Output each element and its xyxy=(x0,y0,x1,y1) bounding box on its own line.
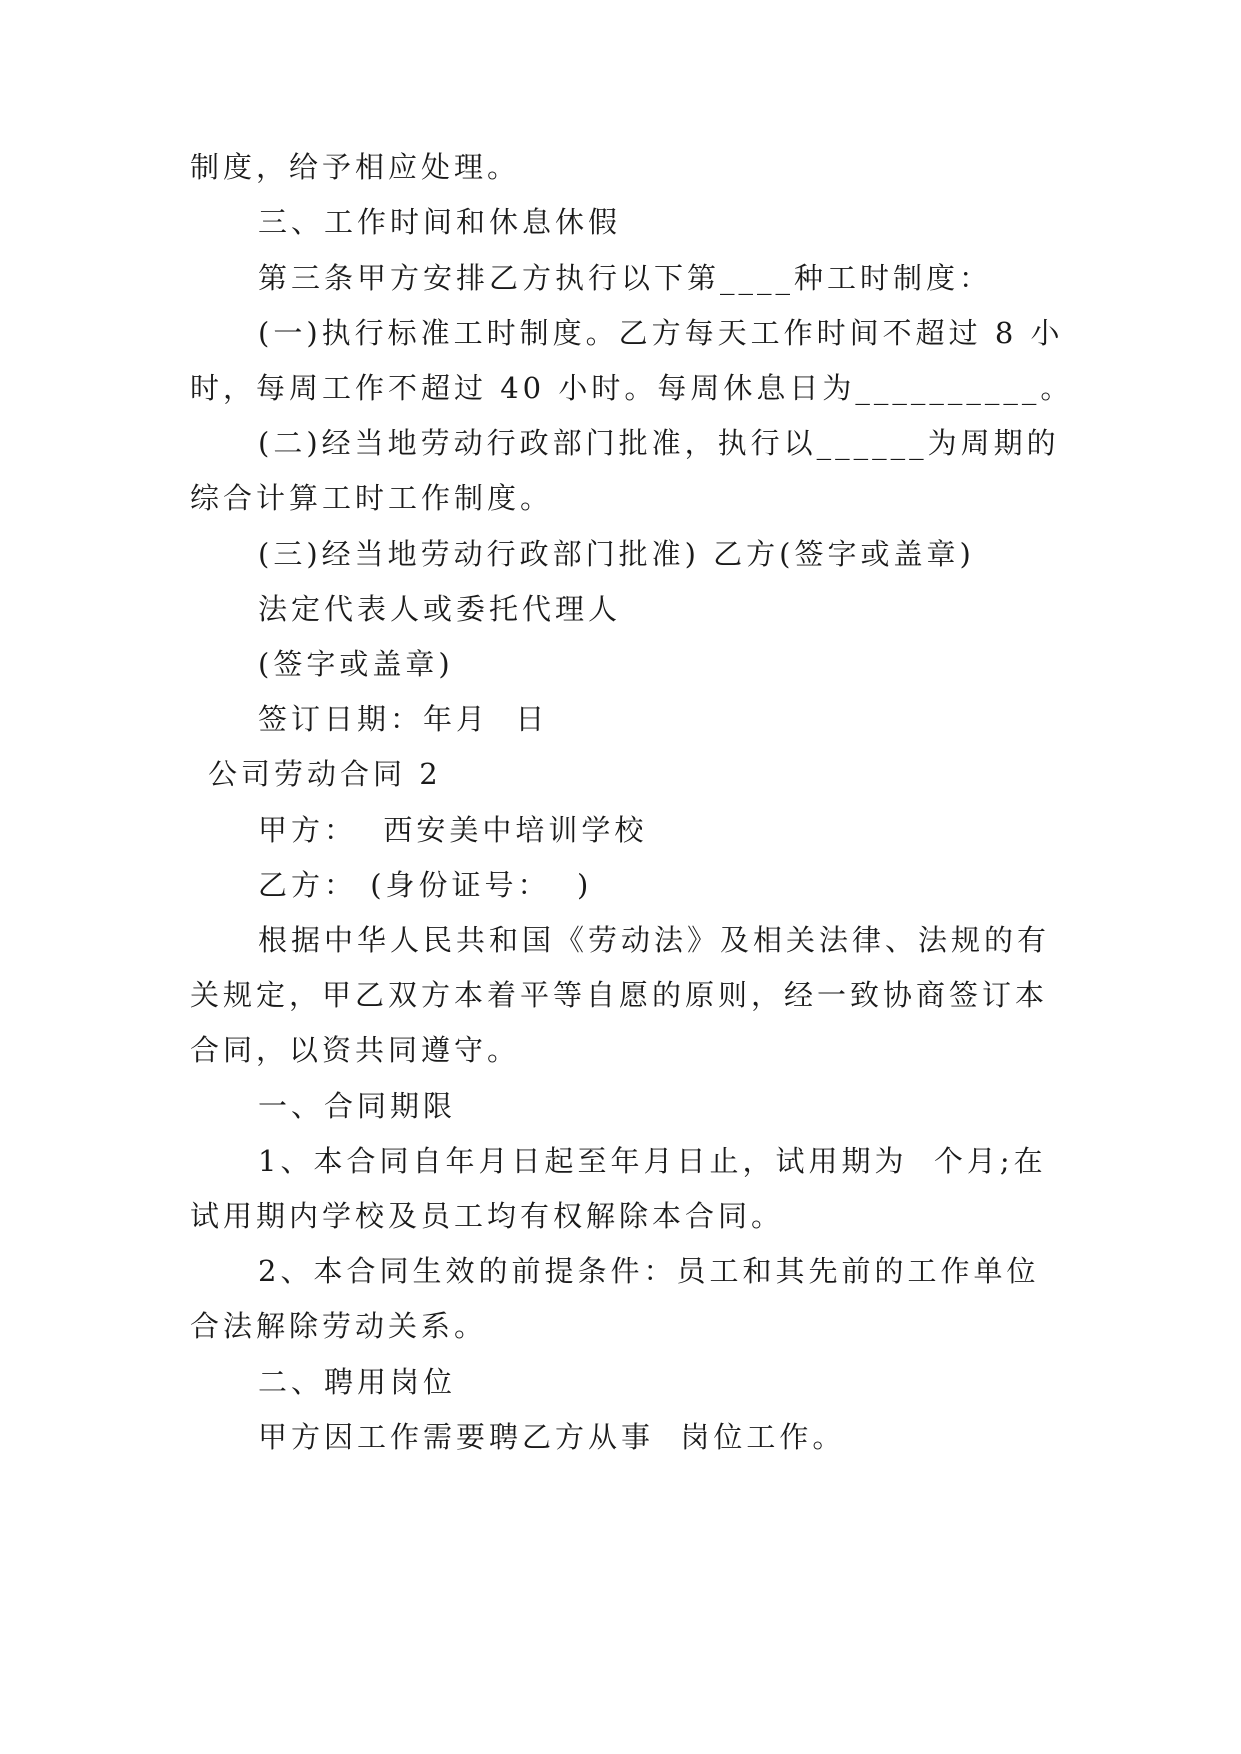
party-a: 甲方： 西安美中培训学校 xyxy=(258,813,648,847)
text-line: 制度，给予相应处理。 xyxy=(190,150,521,184)
text-line: (一)执行标准工时制度。乙方每天工作时间不超过 8 小 xyxy=(258,316,1064,350)
text-line: (二)经当地劳动行政部门批准，执行以______为周期的 xyxy=(258,426,1060,460)
contract-title: 公司劳动合同 2 xyxy=(208,757,442,791)
text-line: 合法解除劳动关系。 xyxy=(190,1309,488,1343)
text-line: 合同，以资共同遵守。 xyxy=(190,1033,521,1067)
text-line: 根据中华人民共和国《劳动法》及相关法律、法规的有 xyxy=(258,923,1051,957)
section-heading: 二、聘用岗位 xyxy=(258,1365,457,1399)
text-line: (签字或盖章) xyxy=(258,647,454,681)
signing-date: 签订日期：年月 日 xyxy=(258,702,549,736)
text-line: 关规定，甲乙双方本着平等自愿的原则，经一致协商签订本 xyxy=(190,978,1049,1012)
section-heading: 三、工作时间和休息休假 xyxy=(258,205,622,239)
text-line: 1、本合同自年月日起至年月日止，试用期为 个月;在 xyxy=(258,1144,1047,1178)
text-line: 法定代表人或委托代理人 xyxy=(258,592,622,626)
text-line: 第三条甲方安排乙方执行以下第____种工时制度： xyxy=(258,261,993,295)
section-heading: 一、合同期限 xyxy=(258,1089,457,1123)
text-line: 时，每周工作不超过 40 小时。每周休息日为__________。 xyxy=(190,371,1074,405)
text-line: 2、本合同生效的前提条件：员工和其先前的工作单位 xyxy=(258,1254,1040,1288)
text-line: (三)经当地劳动行政部门批准) 乙方(签字或盖章) xyxy=(258,537,975,571)
party-b: 乙方： (身份证号： ) xyxy=(258,868,593,902)
text-line: 甲方因工作需要聘乙方从事 岗位工作。 xyxy=(258,1420,846,1454)
text-line: 试用期内学校及员工均有权解除本合同。 xyxy=(190,1199,785,1233)
text-line: 综合计算工时工作制度。 xyxy=(190,481,554,515)
